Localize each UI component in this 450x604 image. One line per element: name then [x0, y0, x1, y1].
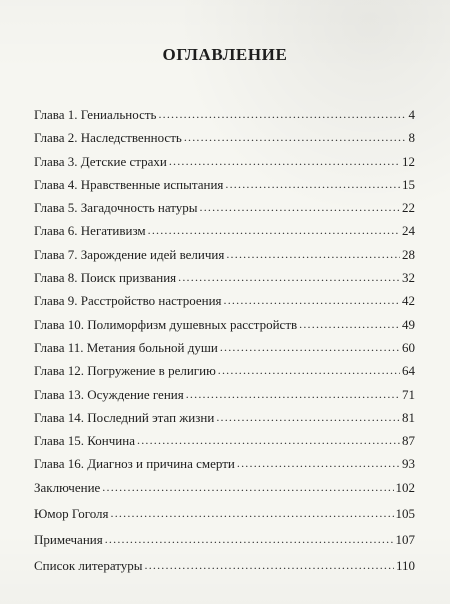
- toc-dot-leader: [226, 247, 400, 263]
- toc-dot-leader: [105, 532, 394, 548]
- toc-dot-leader: [218, 363, 400, 379]
- toc-dot-leader: [158, 107, 405, 123]
- toc-entry: [34, 247, 415, 263]
- toc-entry: [34, 532, 415, 548]
- toc-entry-page: 64: [402, 363, 415, 379]
- toc-entry: [34, 154, 415, 170]
- toc-entry-label: Глава 8. Поиск призвания: [34, 270, 177, 286]
- toc-entry-page: 24: [402, 223, 415, 239]
- toc-entry: [34, 317, 415, 333]
- toc-entry-label: Глава 13. Осуждение гения: [34, 386, 184, 402]
- toc-entry-label: Юмор Гоголя: [34, 505, 109, 521]
- toc-entry-label: Заключение: [34, 479, 101, 495]
- toc-dot-leader: [220, 340, 400, 356]
- toc-dot-leader: [299, 317, 400, 333]
- toc-entry-page: 81: [402, 409, 415, 425]
- toc-dot-leader: [148, 223, 400, 239]
- toc-entry-page: 42: [402, 293, 415, 309]
- toc-entry-label: Глава 6. Негативизм: [34, 223, 146, 239]
- toc-entry-label: Глава 14. Последний этап жизни: [34, 409, 215, 425]
- toc-entry: [34, 410, 415, 426]
- toc-entry-label: Глава 11. Метания больной души: [34, 339, 218, 355]
- toc-entry-page: 4: [408, 107, 415, 122]
- toc-entry-page: 105: [395, 505, 415, 521]
- toc-entry: [34, 363, 415, 379]
- toc-entry: [34, 223, 415, 239]
- toc-entry: [34, 293, 415, 309]
- toc-entry-page: 87: [402, 433, 415, 449]
- toc-entry-page: 28: [402, 246, 415, 262]
- toc-entry-page: 102: [395, 479, 415, 495]
- toc-entry: [34, 558, 415, 574]
- page-title: ОГЛАВЛЕНИЕ: [162, 45, 288, 64]
- toc-entry: [34, 387, 415, 403]
- toc-dot-leader: [186, 387, 400, 403]
- toc-entry-page: 110: [395, 557, 415, 573]
- toc-dot-leader: [237, 456, 400, 472]
- toc-entry: [34, 200, 415, 216]
- toc-entry-label: Список литературы: [34, 557, 143, 573]
- toc-dot-leader: [137, 433, 400, 449]
- toc-entry: [34, 433, 415, 449]
- toc-entry: [34, 456, 415, 472]
- toc-entry-label: Глава 1. Гениальность: [34, 107, 157, 122]
- toc-dot-leader: [224, 293, 400, 309]
- toc-dot-leader: [184, 130, 405, 146]
- toc-dot-leader: [102, 480, 393, 496]
- toc-entry-page: 15: [402, 176, 415, 192]
- toc-entry-page: 107: [395, 531, 415, 547]
- toc-dot-leader: [145, 558, 394, 574]
- toc-entry: [34, 270, 415, 286]
- toc-entry-page: 60: [402, 339, 415, 355]
- toc-entry-label: Глава 10. Полиморфизм душевных расстройств: [34, 316, 298, 332]
- toc-entry-label: Глава 4. Нравственные испытания: [34, 176, 224, 192]
- toc-entry-page: 49: [402, 316, 415, 332]
- toc-dot-leader: [216, 410, 400, 426]
- toc-entry-page: 71: [402, 386, 415, 402]
- toc-entry-label: Глава 2. Наследственность: [34, 130, 182, 146]
- toc-entry-label: Глава 5. Загадочность натуры: [34, 200, 198, 216]
- toc-dot-leader: [200, 200, 400, 216]
- toc-entry-label: Глава 7. Зарождение идей величия: [34, 246, 225, 262]
- toc-entry-page: 32: [402, 270, 415, 286]
- toc-entry-label: Глава 15. Кончина: [34, 433, 135, 449]
- toc-entry-label: Глава 9. Расстройство настроения: [34, 293, 222, 309]
- toc-entry-page: 93: [402, 456, 415, 472]
- toc-entry: [34, 340, 415, 356]
- toc-entry-page: 12: [402, 153, 415, 169]
- toc-dot-leader: [169, 154, 400, 170]
- toc-entry-page: 8: [408, 130, 415, 146]
- toc-entry-label: Глава 16. Диагноз и причина смерти: [34, 456, 235, 472]
- toc-dot-leader: [111, 506, 394, 522]
- toc-entry: [34, 107, 415, 123]
- toc-entry-page: 22: [402, 200, 415, 216]
- toc-entry-label: Примечания: [34, 531, 103, 547]
- toc-entry: [34, 506, 415, 522]
- toc-entry: [34, 130, 415, 146]
- toc-entry-label: Глава 3. Детские страхи: [34, 153, 167, 169]
- toc-entry: [34, 480, 415, 496]
- toc-dot-leader: [225, 177, 400, 193]
- toc-entry: [34, 177, 415, 193]
- table-of-contents: [34, 107, 415, 581]
- toc-entry-label: Глава 12. Погружение в религию: [34, 363, 216, 379]
- toc-dot-leader: [178, 270, 400, 286]
